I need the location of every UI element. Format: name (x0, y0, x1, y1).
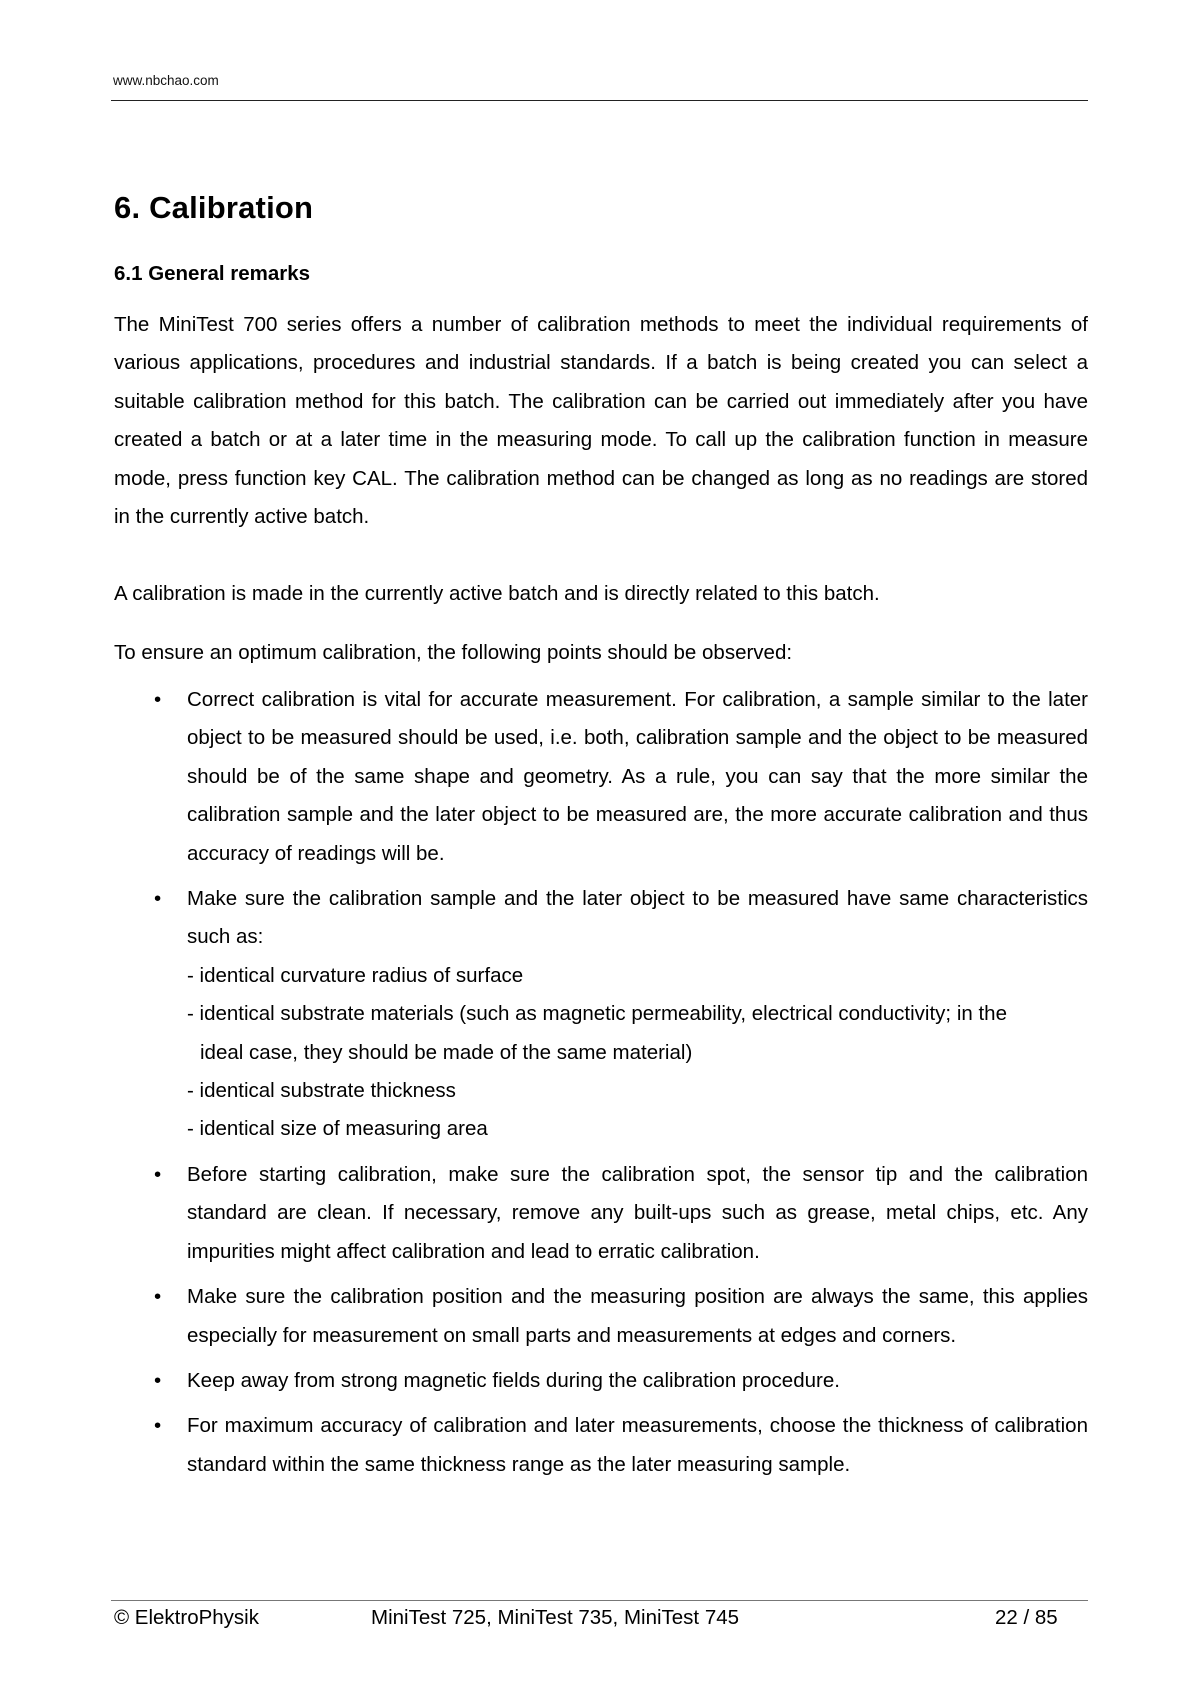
bullet-icon: • (154, 1414, 162, 1438)
bullet-icon: • (154, 1162, 162, 1186)
footer-divider (111, 1600, 1088, 1601)
intro-paragraph: The MiniTest 700 series offers a number of calibration methods to meet the individual requirements of various applications, procedures and industrial standards. If a batch is being created you can select a suitable calibration method for this batch. The calibration can be carried out immediately after you have created a batch or at a later time in the measuring mode. To call up the calibration function in measure mode, press function key CAL. The calibration method can be changed as long as no readings are stored in the currently active batch. (114, 313, 1088, 529)
bullet-icon: • (154, 1285, 162, 1309)
sub-item: - identical substrate thickness (187, 1079, 456, 1103)
bullet-icon: • (154, 887, 162, 911)
calibration-points-list (114, 681, 1088, 1491)
list-item (114, 1278, 1088, 1355)
list-item-text: Make sure the calibration sample and the later object to be measured have same characteristics such as: (187, 887, 1088, 949)
batch-paragraph: A calibration is made in the currently active batch and is directly related to this batch. (114, 582, 880, 605)
bullet-icon: • (154, 1368, 162, 1392)
list-item (114, 880, 1088, 1149)
list-item-text: Correct calibration is vital for accurate measurement. For calibration, a sample similar to the later object to be measured should be used, i.e. both, calibration sample and the object to be measured should be of the same shape and geometry. As a rule, you can say that the more similar the calibration sample and the later object to be measured are, the more accurate calibration and thus accuracy of readings will be. (187, 688, 1088, 865)
page-number: 22 / 85 (995, 1606, 1058, 1629)
list-item-text: Before starting calibration, make sure the calibration spot, the sensor tip and the calibration standard are clean. If necessary, remove any built-ups such as grease, metal chips, etc. Any impurities might affect calibration and lead to erratic calibration. (187, 1162, 1088, 1263)
header-divider (111, 100, 1088, 101)
list-item-text: Make sure the calibration position and the measuring position are always the same, this applies especially for measurement on small parts and measurements at edges and corners. (187, 1285, 1088, 1347)
list-item (114, 681, 1088, 873)
header-url: www.nbchao.com (113, 73, 219, 88)
sub-item: - identical size of measuring area (187, 1117, 488, 1141)
sub-item: - identical curvature radius of surface (187, 963, 524, 987)
footer-copyright: © ElektroPhysik (114, 1606, 259, 1629)
list-item (114, 1362, 1088, 1400)
list-item (114, 1407, 1088, 1484)
list-item-text: For maximum accuracy of calibration and later measurements, choose the thickness of calibration standard within the same thickness range as the later measuring sample. (187, 1414, 1088, 1476)
section-title: 6. Calibration (114, 190, 314, 225)
bullet-icon: • (154, 688, 162, 711)
points-intro-paragraph: To ensure an optimum calibration, the following points should be observed: (114, 641, 793, 664)
section-subtitle: 6.1 General remarks (114, 262, 311, 285)
sub-item: - identical substrate materials (such as magnetic permeability, electrical conductivity; in the (187, 1002, 1007, 1026)
footer-product: MiniTest 725, MiniTest 735, MiniTest 745 (371, 1606, 740, 1629)
sub-item-continuation: ideal case, they should be made of the same material) (200, 1040, 693, 1064)
list-item-text: Keep away from strong magnetic fields during the calibration procedure. (187, 1368, 840, 1392)
list-item (114, 1156, 1088, 1271)
